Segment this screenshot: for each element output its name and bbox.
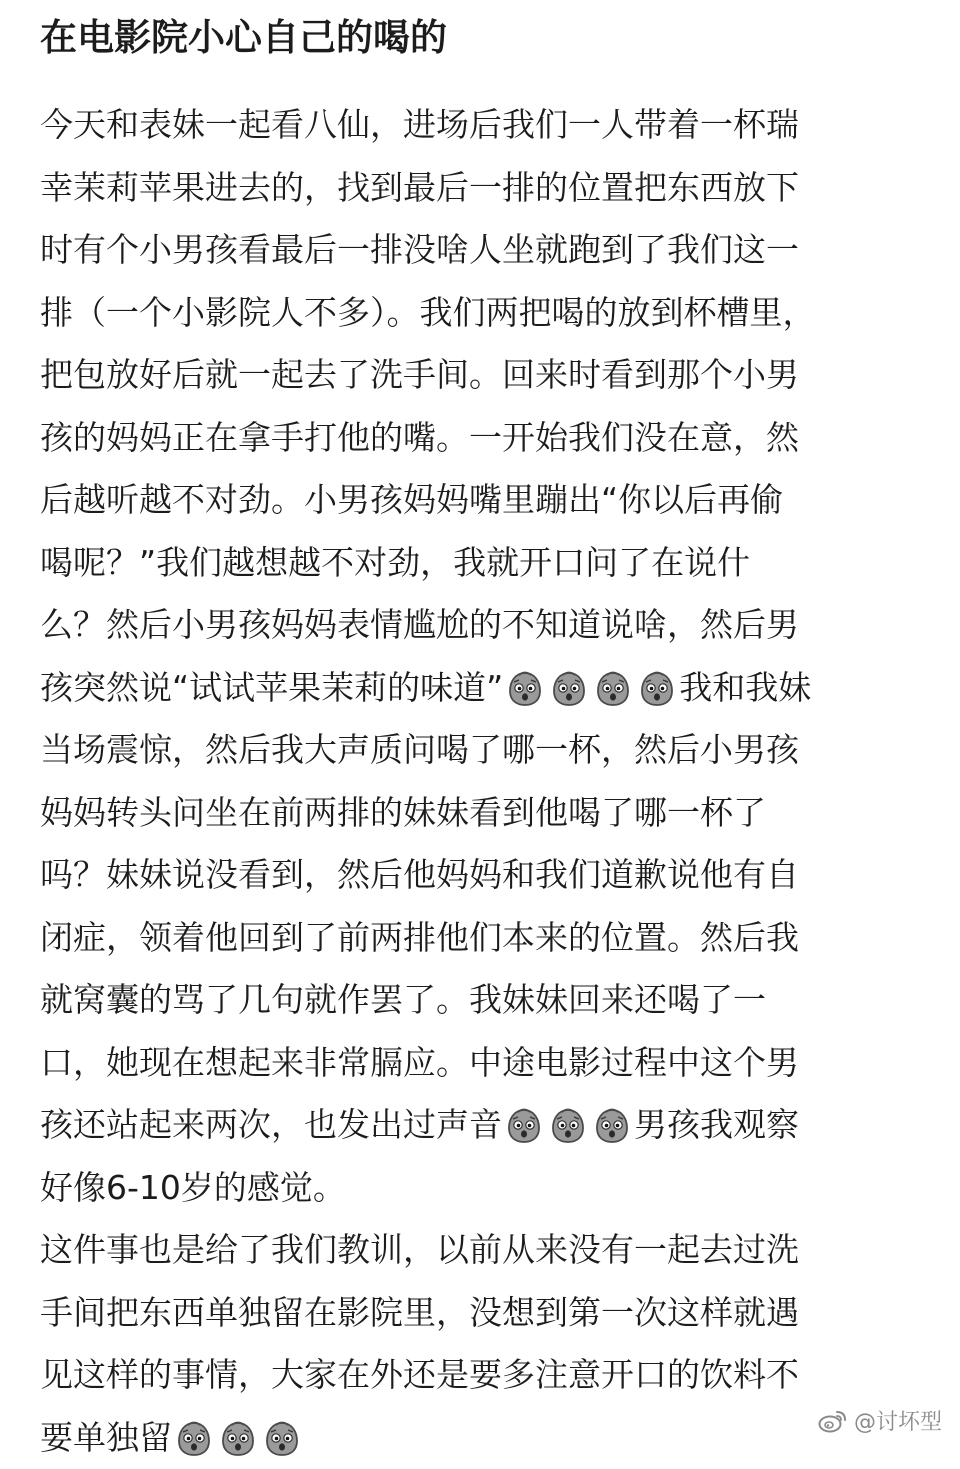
body-text: 时有个小男孩看最后一排没啥人坐就跑到了我们这一: [40, 219, 799, 282]
shocked-face-emoji-icon: [505, 668, 545, 708]
body-text: 孩的妈妈正在拿手打他的嘴。一开始我们没在意，然: [40, 407, 799, 470]
body-text: 么？然后小男孩妈妈表情尴尬的不知道说啥，然后男: [40, 594, 799, 657]
body-line: [40, 157, 920, 220]
body-line: [40, 1282, 920, 1345]
shocked-face-emoji-icon: [504, 1105, 544, 1145]
body-text: 这件事也是给了我们教训，以前从来没有一起去过洗: [40, 1219, 799, 1282]
body-line: [40, 1344, 920, 1407]
body-line: [40, 844, 920, 907]
body-line: [40, 782, 920, 845]
body-line: [40, 1032, 920, 1095]
body-text: 幸茉莉苹果进去的，找到最后一排的位置把东西放下: [40, 157, 799, 220]
body-line: [40, 469, 920, 532]
shocked-face-emoji-icon: [549, 668, 589, 708]
body-line: [40, 344, 920, 407]
body-line: [40, 907, 920, 970]
watermark: [818, 1405, 942, 1436]
body-text: 我和我妹: [679, 657, 811, 720]
body-text: 孩突然说“试试苹果茉莉的味道”: [40, 657, 503, 720]
watermark-text: @讨坏型: [854, 1405, 942, 1436]
post: [40, 0, 920, 1469]
shocked-face-emoji-icon: [637, 668, 677, 708]
body-text: 口，她现在想起来非常膈应。中途电影过程中这个男: [40, 1032, 799, 1095]
body-line: [40, 594, 920, 657]
shocked-face-emoji-icon: [548, 1105, 588, 1145]
body-text: 喝呢？”我们越想越不对劲，我就开口问了在说什: [40, 532, 750, 595]
shocked-face-emoji-icon: [174, 1418, 214, 1458]
body-line: [40, 532, 920, 595]
body-line: [40, 657, 920, 720]
body-text: 男孩我观察: [634, 1094, 799, 1157]
body-text: 当场震惊，然后我大声质问喝了哪一杯，然后小男孩: [40, 719, 799, 782]
body-text: 后越听越不对劲。小男孩妈妈嘴里蹦出“你以后再偷: [40, 469, 783, 532]
body-text: 妈妈转头问坐在前两排的妹妹看到他喝了哪一杯了: [40, 782, 766, 845]
weibo-logo-icon: [818, 1408, 848, 1434]
body-line: [40, 1094, 920, 1157]
body-text: 见这样的事情，大家在外还是要多注意开口的饮料不: [40, 1344, 799, 1407]
body-line: [40, 719, 920, 782]
body-line: [40, 1219, 920, 1282]
post-body: [40, 94, 920, 1469]
body-line: [40, 282, 920, 345]
body-line: [40, 1407, 920, 1469]
body-text: 手间把东西单独留在影院里，没想到第一次这样就遇: [40, 1282, 799, 1345]
post-title: 在电影院小心自己的喝的: [40, 18, 920, 58]
body-text: 好像6-10岁的感觉。: [40, 1157, 346, 1220]
body-line: [40, 969, 920, 1032]
shocked-face-emoji-icon: [592, 1105, 632, 1145]
body-text: 吗？妹妹说没看到，然后他妈妈和我们道歉说他有自: [40, 844, 799, 907]
shocked-face-emoji-icon: [218, 1418, 258, 1458]
shocked-face-emoji-icon: [262, 1418, 302, 1458]
body-text: 孩还站起来两次，也发出过声音: [40, 1094, 502, 1157]
body-line: [40, 407, 920, 470]
body-line: [40, 219, 920, 282]
body-text: 排（一个小影院人不多）。我们两把喝的放到杯槽里，: [40, 282, 816, 345]
body-text: 就窝囊的骂了几句就作罢了。我妹妹回来还喝了一: [40, 969, 766, 1032]
shocked-face-emoji-icon: [593, 668, 633, 708]
body-line: [40, 1157, 920, 1220]
body-line: [40, 94, 920, 157]
body-text: 今天和表妹一起看八仙，进场后我们一人带着一杯瑞: [40, 94, 799, 157]
body-text: 闭症，领着他回到了前两排他们本来的位置。然后我: [40, 907, 799, 970]
body-text: 要单独留: [40, 1407, 172, 1469]
body-text: 把包放好后就一起去了洗手间。回来时看到那个小男: [40, 344, 799, 407]
